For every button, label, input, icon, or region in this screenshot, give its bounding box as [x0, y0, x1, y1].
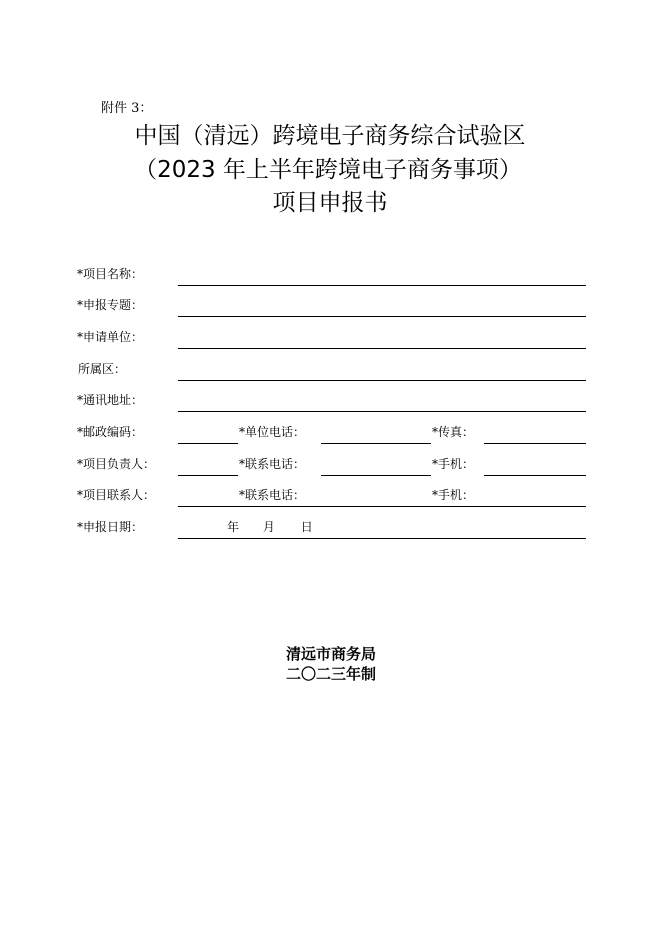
- district-label: 所属区：: [78, 362, 127, 376]
- contact-field[interactable]: [178, 506, 586, 507]
- fax-label: *传真：: [432, 425, 475, 439]
- postcode-label: *邮政编码：: [77, 425, 144, 439]
- leader-phone-label: *联系电话：: [239, 457, 306, 471]
- contact-mobile-label: *手机：: [432, 488, 475, 502]
- contact-label: *项目联系人：: [77, 488, 156, 502]
- applicant-row: [0, 325, 662, 349]
- unit-phone-field[interactable]: [321, 443, 431, 444]
- leader-label: *项目负责人：: [77, 457, 156, 471]
- date-parts: [227, 518, 313, 535]
- address-row: [0, 388, 662, 412]
- date-year: 年: [227, 520, 240, 534]
- leader-row: [0, 452, 662, 476]
- district-field[interactable]: [178, 380, 586, 381]
- document-title-line-3: 项目申报书: [272, 190, 388, 216]
- unit-phone-label: *单位电话：: [239, 425, 306, 439]
- leader-phone-field[interactable]: [321, 475, 431, 476]
- document-title-line-2: （2023 年上半年跨境电子商务事项）: [134, 157, 522, 183]
- leader-mobile-label: *手机：: [432, 457, 475, 471]
- leader-field[interactable]: [178, 475, 238, 476]
- address-label: *通讯地址：: [77, 393, 144, 407]
- project-name-label: *项目名称：: [77, 267, 144, 281]
- leader-mobile-field[interactable]: [484, 475, 586, 476]
- date-row: [0, 515, 662, 539]
- applicant-label: *申请单位：: [77, 330, 144, 344]
- contact-row: [0, 483, 662, 507]
- attachment-label: 附件 3：: [101, 101, 153, 116]
- project-name-row: [0, 262, 662, 286]
- postcode-field[interactable]: [178, 443, 238, 444]
- topic-row: [0, 293, 662, 317]
- applicant-field[interactable]: [178, 348, 586, 349]
- issuing-organization: 清远市商务局: [285, 645, 376, 663]
- topic-label: *申报专题：: [77, 298, 144, 312]
- date-label: *申报日期：: [77, 520, 144, 534]
- date-day: 日: [300, 520, 313, 534]
- project-name-field[interactable]: [178, 285, 586, 286]
- date-field[interactable]: [178, 538, 586, 539]
- topic-field[interactable]: [178, 316, 586, 317]
- fax-field[interactable]: [484, 443, 586, 444]
- issue-year: 二〇二三年制: [285, 665, 376, 683]
- contact-phone-label: *联系电话：: [239, 488, 306, 502]
- address-field[interactable]: [178, 411, 586, 412]
- district-row: [0, 357, 662, 381]
- date-month: 月: [262, 520, 275, 534]
- postcode-row: [0, 420, 662, 444]
- document-title-line-1: 中国（清远）跨境电子商务综合试验区: [134, 123, 526, 149]
